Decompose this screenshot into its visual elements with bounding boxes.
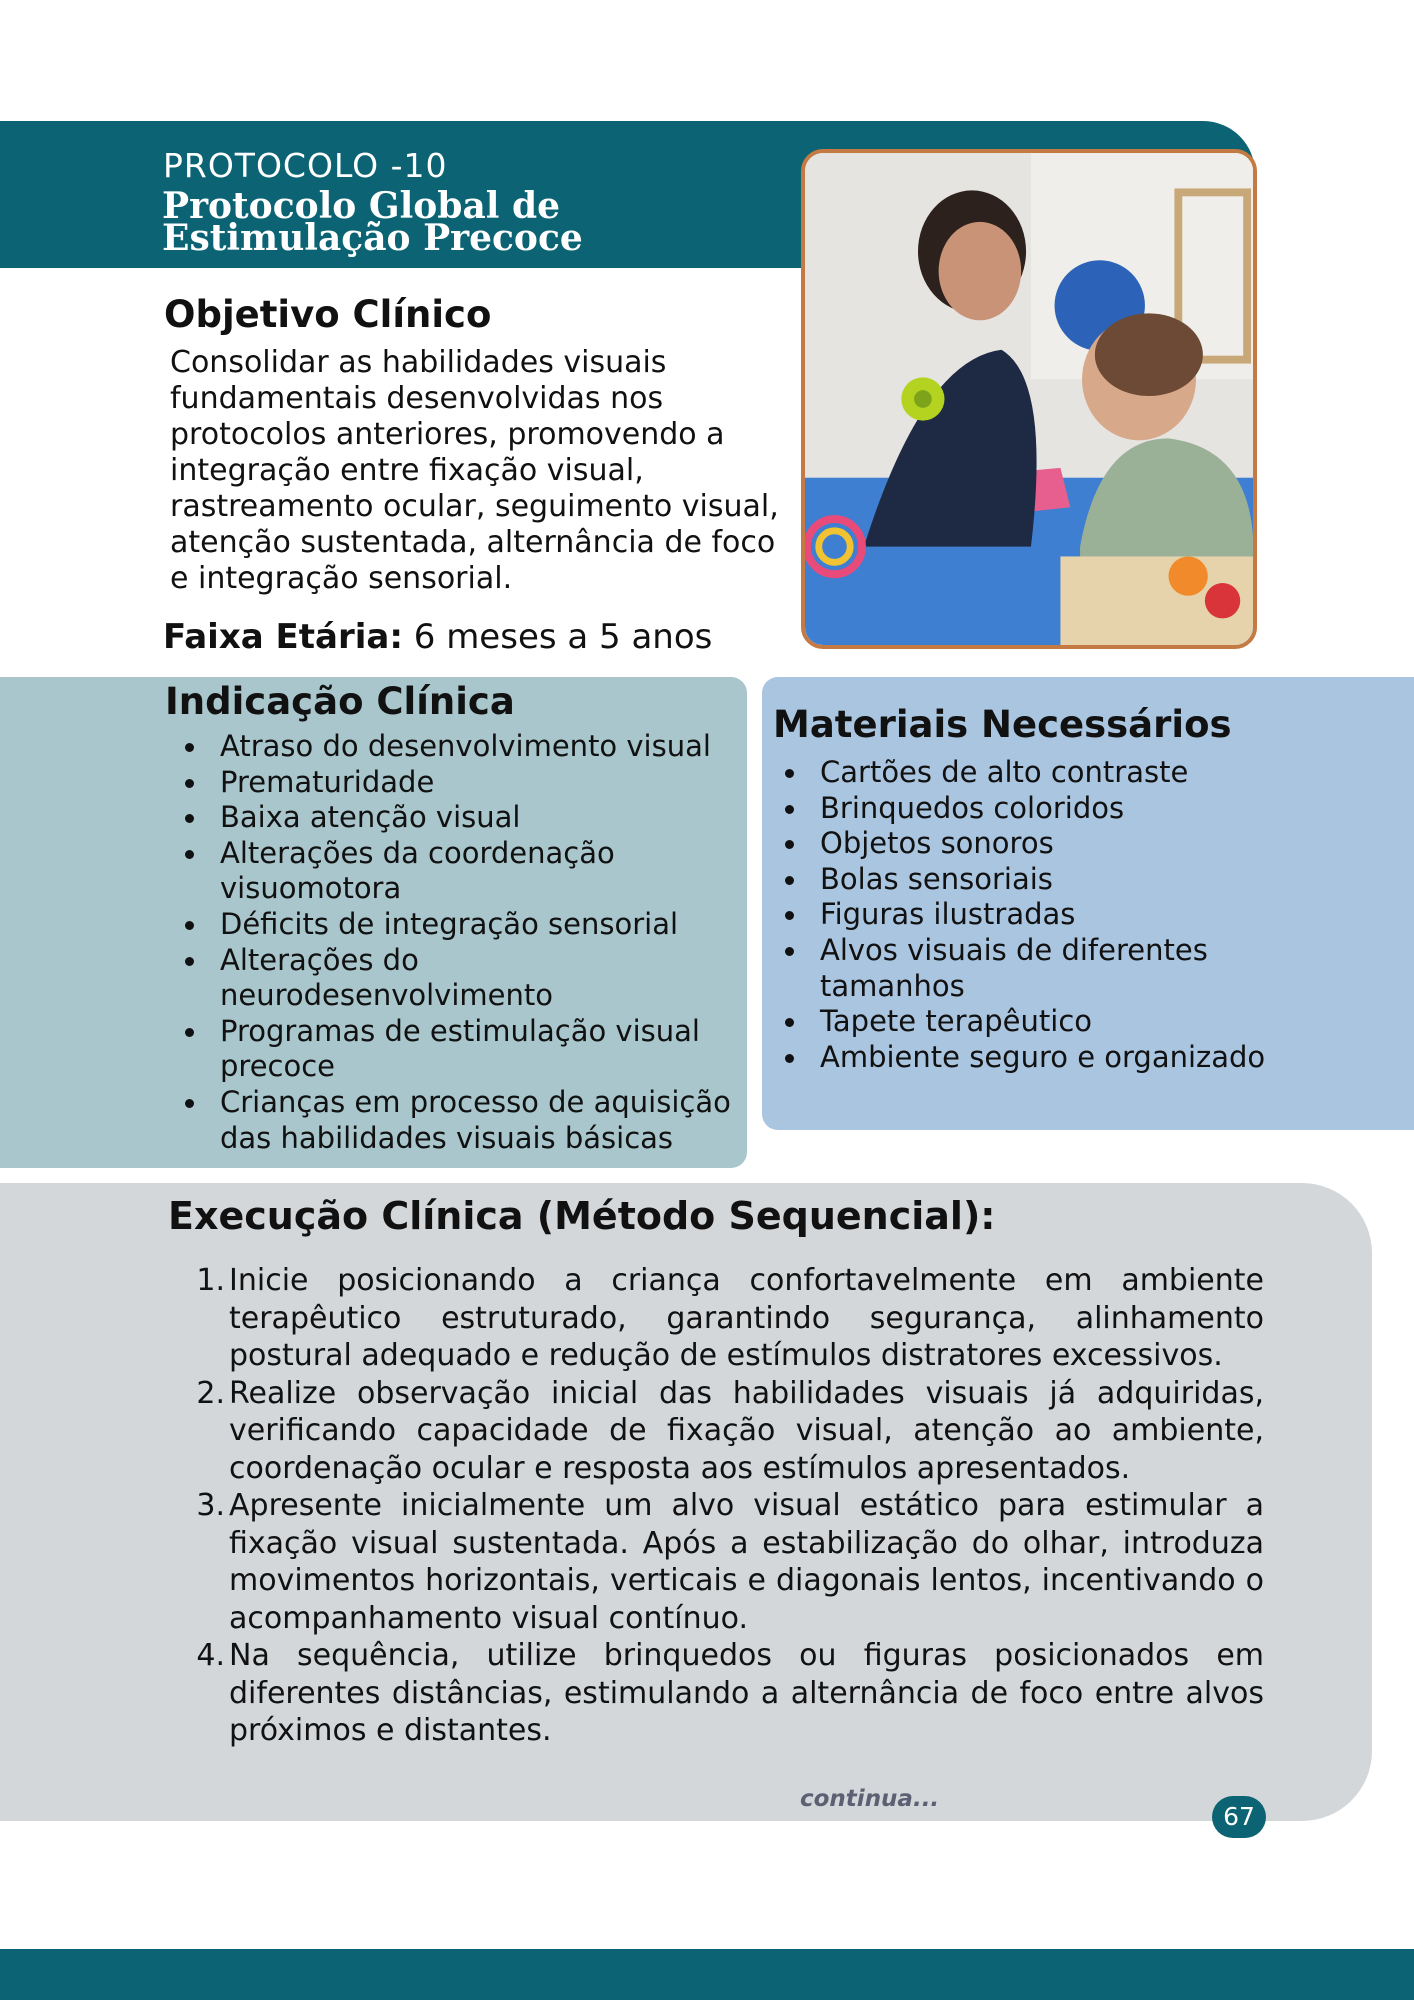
page-number-badge: 67	[1212, 1796, 1266, 1838]
step-text: Na sequência, utilize brinquedos ou figuras posicionados em diferentes distâncias, estimulando a alternância de foco entre alvos próximos e distantes.	[229, 1638, 1264, 1748]
step-number: 1.	[196, 1263, 225, 1298]
objetivo-text: Consolidar as habilidades visuais fundamentais desenvolvidas nos protocolos anteriores, promovendo a integração entre fixação visual, rastreamento ocular, seguimento visual, atenção sustentada, alternância de foco e integração sensorial.	[170, 345, 779, 596]
list-item: Ambiente seguro e organizado	[775, 1040, 1295, 1076]
indicacao-heading: Indicação Clínica	[165, 680, 515, 723]
list-item: Alvos visuais de diferentes tamanhos	[775, 933, 1295, 1004]
list-item: Déficits de integração sensorial	[175, 907, 735, 943]
step-text: Realize observação inicial das habilidades visuais já adquiridas, verificando capacidade de fixação visual, atenção ao ambiente, coordenação ocular e resposta aos estímulos apresentados.	[229, 1375, 1264, 1486]
list-item: Crianças em processo de aquisição das habilidades visuais básicas	[175, 1085, 735, 1156]
therapy-photo	[801, 149, 1257, 649]
list-item: Cartões de alto contraste	[775, 755, 1295, 791]
faixa-etaria	[163, 617, 712, 657]
step-item	[180, 1375, 1264, 1488]
materiais-list	[775, 755, 1295, 1075]
list-item: Tapete terapêutico	[775, 1004, 1295, 1040]
list-item: Alterações da coordenação visuomotora	[175, 836, 735, 907]
list-item: Figuras ilustradas	[775, 897, 1295, 933]
step-text: Inicie posicionando a criança confortavelmente em ambiente terapêutico estruturado, garantindo segurança, alinhamento postural adequado e redução de estímulos distratores excessivos.	[229, 1263, 1264, 1373]
protocol-label: PROTOCOLO -10	[163, 146, 448, 185]
continua-label: continua...	[800, 1786, 940, 1812]
step-number: 4.	[196, 1638, 225, 1673]
step-item	[180, 1262, 1264, 1375]
execucao-steps	[180, 1262, 1264, 1750]
step-number: 3.	[196, 1488, 225, 1523]
list-item: Bolas sensoriais	[775, 862, 1295, 898]
list-item: Programas de estimulação visual precoce	[175, 1014, 735, 1085]
faixa-etaria-label: Faixa Etária:	[163, 617, 403, 657]
indicacao-list	[175, 729, 735, 1156]
objetivo-heading: Objetivo Clínico	[164, 293, 492, 336]
list-item: Atraso do desenvolvimento visual	[175, 729, 735, 765]
page-title: Protocolo Global de Estimulação Precoce	[162, 185, 583, 259]
step-text: Apresente inicialmente um alvo visual estático para estimular a fixação visual sustentada. Após a estabilização do olhar, introduza movimentos horizontais, verticais e diagonais lentos, incentivando o acompanhamento visual contínuo.	[229, 1488, 1264, 1636]
therapy-photo-illustration	[805, 153, 1253, 645]
execucao-heading: Execução Clínica (Método Sequencial):	[168, 1194, 996, 1238]
materiais-heading: Materiais Necessários	[773, 703, 1232, 746]
step-item	[180, 1637, 1264, 1750]
faixa-etaria-value: 6 meses a 5 anos	[413, 617, 713, 657]
list-item: Objetos sonoros	[775, 826, 1295, 862]
step-number: 2.	[196, 1375, 225, 1411]
footer-band	[0, 1949, 1414, 2000]
list-item: Brinquedos coloridos	[775, 791, 1295, 827]
list-item: Prematuridade	[175, 765, 735, 801]
list-item: Baixa atenção visual	[175, 800, 735, 836]
list-item: Alterações do neurodesenvolvimento	[175, 943, 735, 1014]
step-item	[180, 1487, 1264, 1637]
